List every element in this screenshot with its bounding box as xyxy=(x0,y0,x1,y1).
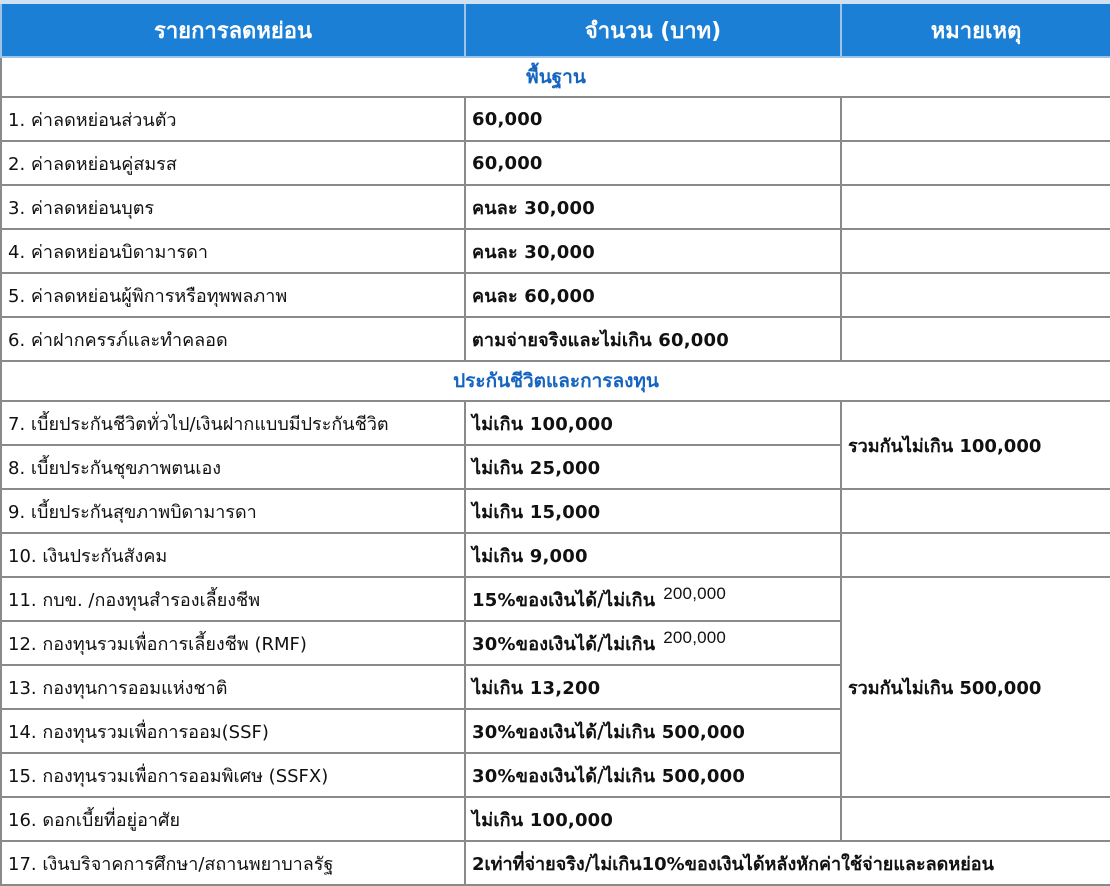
row-amount: ไม่เกิน 9,000 xyxy=(465,533,841,577)
header-amount: จำนวน (บาท) xyxy=(465,2,841,57)
row-amount: ตามจ่ายจริงและไม่เกิน 60,000 xyxy=(465,317,841,361)
row-item: 8. เบี้ยประกันชุขภาพตนเอง xyxy=(1,445,465,489)
row-amount: คนละ 30,000 xyxy=(465,185,841,229)
row-note xyxy=(841,229,1110,273)
table-row xyxy=(1,97,1110,141)
section-row xyxy=(1,361,1110,401)
row-item: 1. ค่าลดหย่อนส่วนตัว xyxy=(1,97,465,141)
section-title-insurance: ประกันชีวิตและการลงทุน xyxy=(1,361,1110,401)
row-item: 3. ค่าลดหย่อนบุตร xyxy=(1,185,465,229)
table-row xyxy=(1,141,1110,185)
row-note-group-insurance: รวมกันไม่เกิน 100,000 xyxy=(841,401,1110,489)
table-row xyxy=(1,229,1110,273)
row-amount: คนละ 60,000 xyxy=(465,273,841,317)
row-amount: คนละ 30,000 xyxy=(465,229,841,273)
row-item: 10. เงินประกันสังคม xyxy=(1,533,465,577)
table-row xyxy=(1,533,1110,577)
row-amount: ไม่เกิน 100,000 xyxy=(465,797,841,841)
row-amount: ไม่เกิน 15,000 xyxy=(465,489,841,533)
row-note xyxy=(841,97,1110,141)
row-amount xyxy=(465,621,841,665)
row-item: 14. กองทุนรวมเพื่อการออม(SSF) xyxy=(1,709,465,753)
row-item: 2. ค่าลดหย่อนคู่สมรส xyxy=(1,141,465,185)
table-row xyxy=(1,317,1110,361)
row-note xyxy=(841,489,1110,533)
row-item: 13. กองทุนการออมแห่งชาติ xyxy=(1,665,465,709)
row-item: 11. กบข. /กองทุนสำรองเลี้ยงชีพ xyxy=(1,577,465,621)
section-row xyxy=(1,57,1110,97)
amount-text: 30%ของเงินได้/ไม่เกิน xyxy=(472,633,656,655)
row-item: 15. กองทุนรวมเพื่อการออมพิเศษ (SSFX) xyxy=(1,753,465,797)
row-note xyxy=(841,185,1110,229)
row-item: 12. กองทุนรวมเพื่อการเลี้ยงชีพ (RMF) xyxy=(1,621,465,665)
table-row xyxy=(1,185,1110,229)
row-item: 6. ค่าฝากครรภ์และทำคลอด xyxy=(1,317,465,361)
table-header-row xyxy=(1,2,1110,57)
amount-text: 15%ของเงินได้/ไม่เกิน xyxy=(472,589,656,611)
row-amount: 60,000 xyxy=(465,141,841,185)
row-item: 17. เงินบริจาคการศึกษา/สถานพยาบาลรัฐ xyxy=(1,841,465,885)
table-row xyxy=(1,489,1110,533)
row-item: 4. ค่าลดหย่อนบิดามารดา xyxy=(1,229,465,273)
row-item: 16. ดอกเบี้ยที่อยู่อาศัย xyxy=(1,797,465,841)
header-note: หมายเหตุ xyxy=(841,2,1110,57)
row-item: 5. ค่าลดหย่อนผู้พิการหรือทุพพลภาพ xyxy=(1,273,465,317)
row-amount: ไม่เกิน 13,200 xyxy=(465,665,841,709)
row-amount: ไม่เกิน 100,000 xyxy=(465,401,841,445)
amount-suffix: 200,000 xyxy=(663,627,727,647)
row-note-group-funds: รวมกันไม่เกิน 500,000 xyxy=(841,577,1110,797)
row-amount: ไม่เกิน 25,000 xyxy=(465,445,841,489)
table-row xyxy=(1,401,1110,445)
table-row xyxy=(1,273,1110,317)
amount-suffix: 200,000 xyxy=(663,583,727,603)
row-note xyxy=(841,533,1110,577)
row-note xyxy=(841,317,1110,361)
row-note xyxy=(841,797,1110,841)
row-amount: 30%ของเงินได้/ไม่เกิน 500,000 xyxy=(465,709,841,753)
row-item: 7. เบี้ยประกันชีวิตทั่วไป/เงินฝากแบบมีประกันชีวิต xyxy=(1,401,465,445)
row-note xyxy=(841,141,1110,185)
table-row xyxy=(1,797,1110,841)
row-item: 9. เบี้ยประกันสุขภาพบิดามารดา xyxy=(1,489,465,533)
table-row xyxy=(1,841,1110,885)
row-amount: 30%ของเงินได้/ไม่เกิน 500,000 xyxy=(465,753,841,797)
header-item: รายการลดหย่อน xyxy=(1,2,465,57)
table-row xyxy=(1,577,1110,621)
row-amount xyxy=(465,577,841,621)
row-amount: 2เท่าที่จ่ายจริง/ไม่เกิน10%ของเงินได้หลังหักค่าใช้จ่ายและลดหย่อน xyxy=(465,841,1110,885)
row-note xyxy=(841,273,1110,317)
section-title-basic: พื้นฐาน xyxy=(1,57,1110,97)
row-amount: 60,000 xyxy=(465,97,841,141)
